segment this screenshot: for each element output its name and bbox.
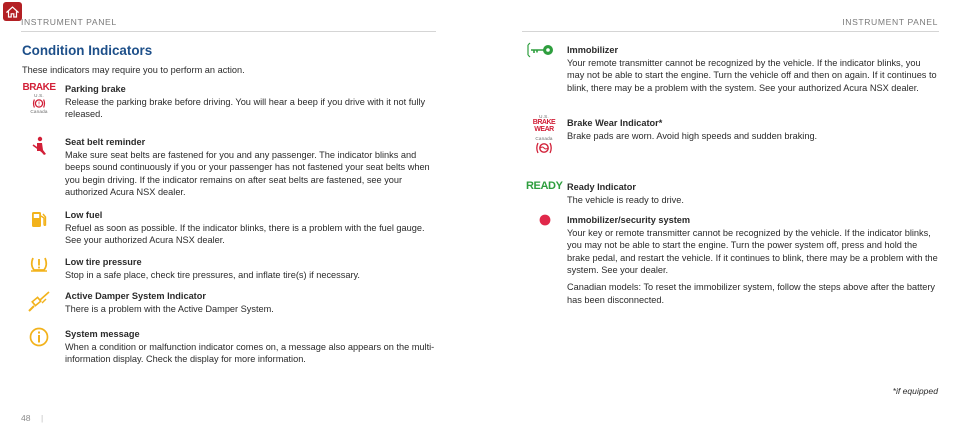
indicator-ready <box>567 181 939 206</box>
indicator-title: Parking brake <box>65 84 126 94</box>
canada-label: Canada <box>535 136 553 141</box>
ready-indicator-icon: READY <box>526 180 563 192</box>
indicator-title: Immobilizer/security system <box>567 215 691 225</box>
indicator-desc: Make sure seat belts are fastened for you and any passenger. The indicator blinks and beeps sound continuously if you or your passenger has not fastened your seat belts when you begin driving. If the indicator remains on after seat belts are fastened, see your authorized Acura NSX dealer. <box>65 149 430 198</box>
indicator-desc: There is a problem with the Active Damper System. <box>65 303 274 314</box>
brake-wear-icon <box>530 114 558 155</box>
indicator-title: Immobilizer <box>567 45 619 55</box>
seat-belt-icon <box>30 136 48 156</box>
indicator-low-fuel <box>65 209 437 247</box>
page-footer <box>21 413 43 423</box>
indicator-active-damper <box>65 290 437 315</box>
active-damper-icon <box>26 290 52 314</box>
indicator-title: Low tire pressure <box>65 257 142 267</box>
section-title: Condition Indicators <box>22 43 153 58</box>
page-number: 48 <box>21 413 31 423</box>
indicator-desc: When a condition or malfunction indicator comes on, a message also appears on the multi-information display. Check the display for more information. <box>65 341 435 365</box>
section-intro: These indicators may require you to perform an action. <box>22 65 245 75</box>
canada-label: Canada <box>30 109 48 114</box>
brake-wear-circle-icon <box>535 141 553 155</box>
brake-word: BRAKE <box>22 82 56 93</box>
brake-wear-word-1: BRAKE <box>532 119 556 126</box>
indicator-desc: Brake pads are worn. Avoid high speeds and sudden braking. <box>567 130 818 141</box>
indicator-desc: Your remote transmitter cannot be recognized by the vehicle. If the indicator blinks, you may not be able to start the engine. Turn the vehicle off and then on again. If it continues to blink, there may be a problem with the system. See your authorized Acura NSX dealer. <box>567 57 937 93</box>
indicator-parking-brake <box>65 83 437 121</box>
indicator-seat-belt <box>65 136 437 199</box>
indicator-title: Low fuel <box>65 210 103 220</box>
svg-text:!: ! <box>38 101 40 108</box>
indicator-low-tire-pressure <box>65 256 437 281</box>
indicator-desc: Release the parking brake before driving. You will hear a beep if you drive with it not fully released. <box>65 96 426 120</box>
indicator-title: Active Damper System Indicator <box>65 291 206 301</box>
indicator-desc: Your key or remote transmitter cannot be recognized by the vehicle. If the indicator blinks, you may not be able to start the engine. Turn the power system off, press and hold the brake pedal, and restart the vehicle. If it continues to blink, there may be a problem with the system. See your dealer. <box>567 227 938 276</box>
indicator-desc: Stop in a safe place, check tire pressures, and inflate tire(s) if necessary. <box>65 269 360 280</box>
indicator-note: Canadian models: To reset the immobilizer system, follow the steps above after the battery has been disconnected. <box>567 281 936 305</box>
home-button[interactable] <box>3 2 22 21</box>
header-divider-right <box>522 31 939 32</box>
indicator-title: Brake Wear Indicator* <box>567 118 663 128</box>
header-right: INSTRUMENT PANEL <box>842 17 938 27</box>
indicator-brake-wear <box>567 117 939 142</box>
header-left: INSTRUMENT PANEL <box>21 17 117 27</box>
footnote: *if equipped <box>892 386 938 396</box>
indicator-title: System message <box>65 329 140 339</box>
parking-brake-icon <box>24 82 54 114</box>
fuel-pump-icon <box>30 209 48 229</box>
indicator-title: Seat belt reminder <box>65 137 146 147</box>
indicator-immobilizer <box>567 44 939 94</box>
security-dot-icon <box>539 214 551 226</box>
indicator-desc: The vehicle is ready to drive. <box>567 194 684 205</box>
low-tire-pressure-icon <box>29 255 49 273</box>
page-separator: | <box>40 413 44 423</box>
home-icon <box>6 6 19 18</box>
us-label: U.S. <box>539 114 549 119</box>
brake-circle-icon <box>32 98 46 109</box>
brake-wear-word-2: WEAR <box>534 126 554 133</box>
immobilizer-icon <box>526 42 556 58</box>
indicator-system-message <box>65 328 437 366</box>
system-message-icon <box>29 327 49 347</box>
header-divider-left <box>21 31 436 32</box>
us-label: U.S. <box>34 93 44 98</box>
indicator-title: Ready Indicator <box>567 182 636 192</box>
indicator-immobilizer-security <box>567 214 939 306</box>
indicator-desc: Refuel as soon as possible. If the indicator blinks, there is a problem with the fuel gauge. See your authorized Acura NSX dealer. <box>65 222 425 246</box>
